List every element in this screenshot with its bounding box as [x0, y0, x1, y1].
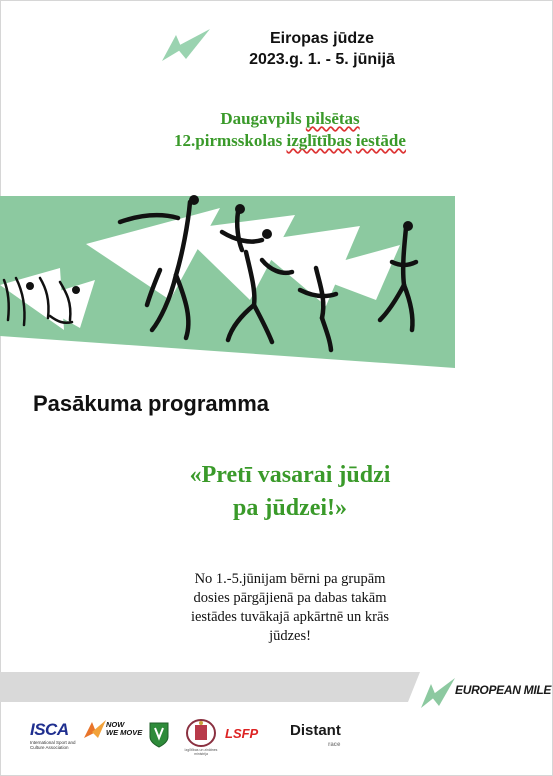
program-heading: Pasākuma programma — [33, 391, 269, 416]
isca-logo: ISCA International Sport and Culture Association — [30, 720, 76, 750]
european-mile-footer-logo-icon — [419, 674, 457, 710]
event-title-line1: Eiropas jūdze — [269, 30, 375, 47]
distant-race-logo: Distant race — [290, 722, 341, 748]
description-line: dosies pārgājienā pa dabas takām — [193, 590, 387, 606]
event-title-line2: 2023.g. 1. - 5. jūnijā — [249, 51, 395, 68]
school-name-line2: 12.pirmsskolas izglītības iestāde — [174, 131, 406, 150]
program-title-line1: «Pretī vasarai jūdzi — [189, 462, 391, 488]
school-name-line1: Daugavpils pilsētas — [220, 109, 360, 128]
program-title — [120, 459, 460, 525]
sports-club-shield-icon — [149, 722, 169, 748]
grey-footer-band — [0, 672, 420, 702]
coat-of-arms-icon — [183, 718, 219, 748]
description-line: No 1.-5.jūnijam bērni pa grupām — [194, 571, 386, 587]
description-line: jūdzes! — [269, 628, 311, 644]
lsfp-logo: LSFP — [225, 726, 259, 741]
european-mile-wordmark: EUROPEAN MILE — [455, 683, 552, 697]
program-title-line2: pa jūdzei!» — [233, 495, 347, 521]
now-we-move-icon — [84, 720, 106, 738]
description-line: iestādes tuvākajā apkārtnē un krās — [190, 609, 390, 625]
description — [150, 570, 430, 646]
now-we-move-logo: NOW WE MOVE — [84, 720, 144, 740]
green-band — [0, 196, 455, 368]
ministry-of-education-logo: Izglītības un zinātnes ministrija — [183, 718, 219, 758]
